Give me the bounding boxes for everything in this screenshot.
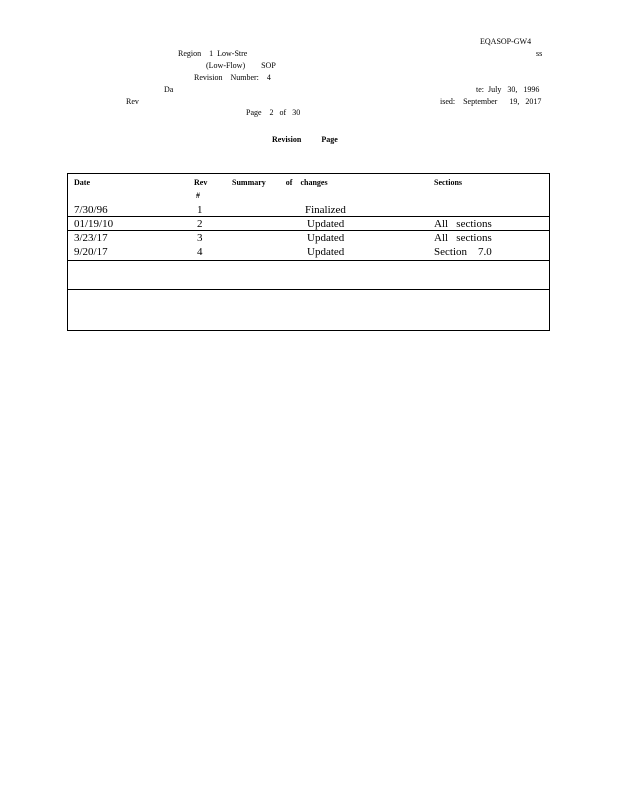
row-3-date: 3/23/17 <box>74 232 108 244</box>
row-1-rev: 1 <box>197 204 203 216</box>
row-4-date: 9/20/17 <box>74 246 108 258</box>
row-2-rev: 2 <box>197 218 203 230</box>
column-header-rev: Rev <box>194 178 208 187</box>
row-3-rev: 3 <box>197 232 203 244</box>
row-4-sections: Section 7.0 <box>434 246 492 258</box>
page-title: Revision Page <box>272 135 338 144</box>
row-divider <box>68 230 549 231</box>
revised-date: ised: September 19, 2017 <box>440 97 542 106</box>
column-header-date: Date <box>74 178 90 187</box>
row-divider <box>68 216 549 217</box>
row-2-sections: All sections <box>434 218 492 230</box>
date-label-fragment: Da <box>164 85 174 94</box>
row-4-rev: 4 <box>197 246 203 258</box>
column-header-summary: Summary of changes <box>232 178 328 187</box>
sop-title-line2: (Low-Flow) SOP <box>206 61 276 70</box>
row-2-date: 01/19/10 <box>74 218 114 230</box>
original-date: te: July 30, 1996 <box>476 85 540 94</box>
column-header-sections: Sections <box>434 178 462 187</box>
row-3-sections: All sections <box>434 232 492 244</box>
document-id: EQASOP-GW4 <box>480 37 532 46</box>
revision-number: Revision Number: 4 <box>194 73 271 82</box>
revision-table <box>67 173 550 331</box>
sop-title-line1: Region 1 Low-Stre <box>178 49 248 58</box>
row-3-summary: Updated <box>307 232 345 244</box>
row-1-summary: Finalized <box>305 204 346 216</box>
revised-label-fragment: Rev <box>126 97 139 106</box>
sop-title-line1-tail: ss <box>536 49 543 58</box>
column-header-rev-number: # <box>196 191 200 200</box>
row-1-date: 7/30/96 <box>74 204 108 216</box>
row-4-summary: Updated <box>307 246 345 258</box>
page-number: Page 2 of 30 <box>246 108 301 117</box>
row-2-summary: Updated <box>307 218 345 230</box>
row-divider <box>68 289 549 290</box>
row-divider <box>68 260 549 261</box>
